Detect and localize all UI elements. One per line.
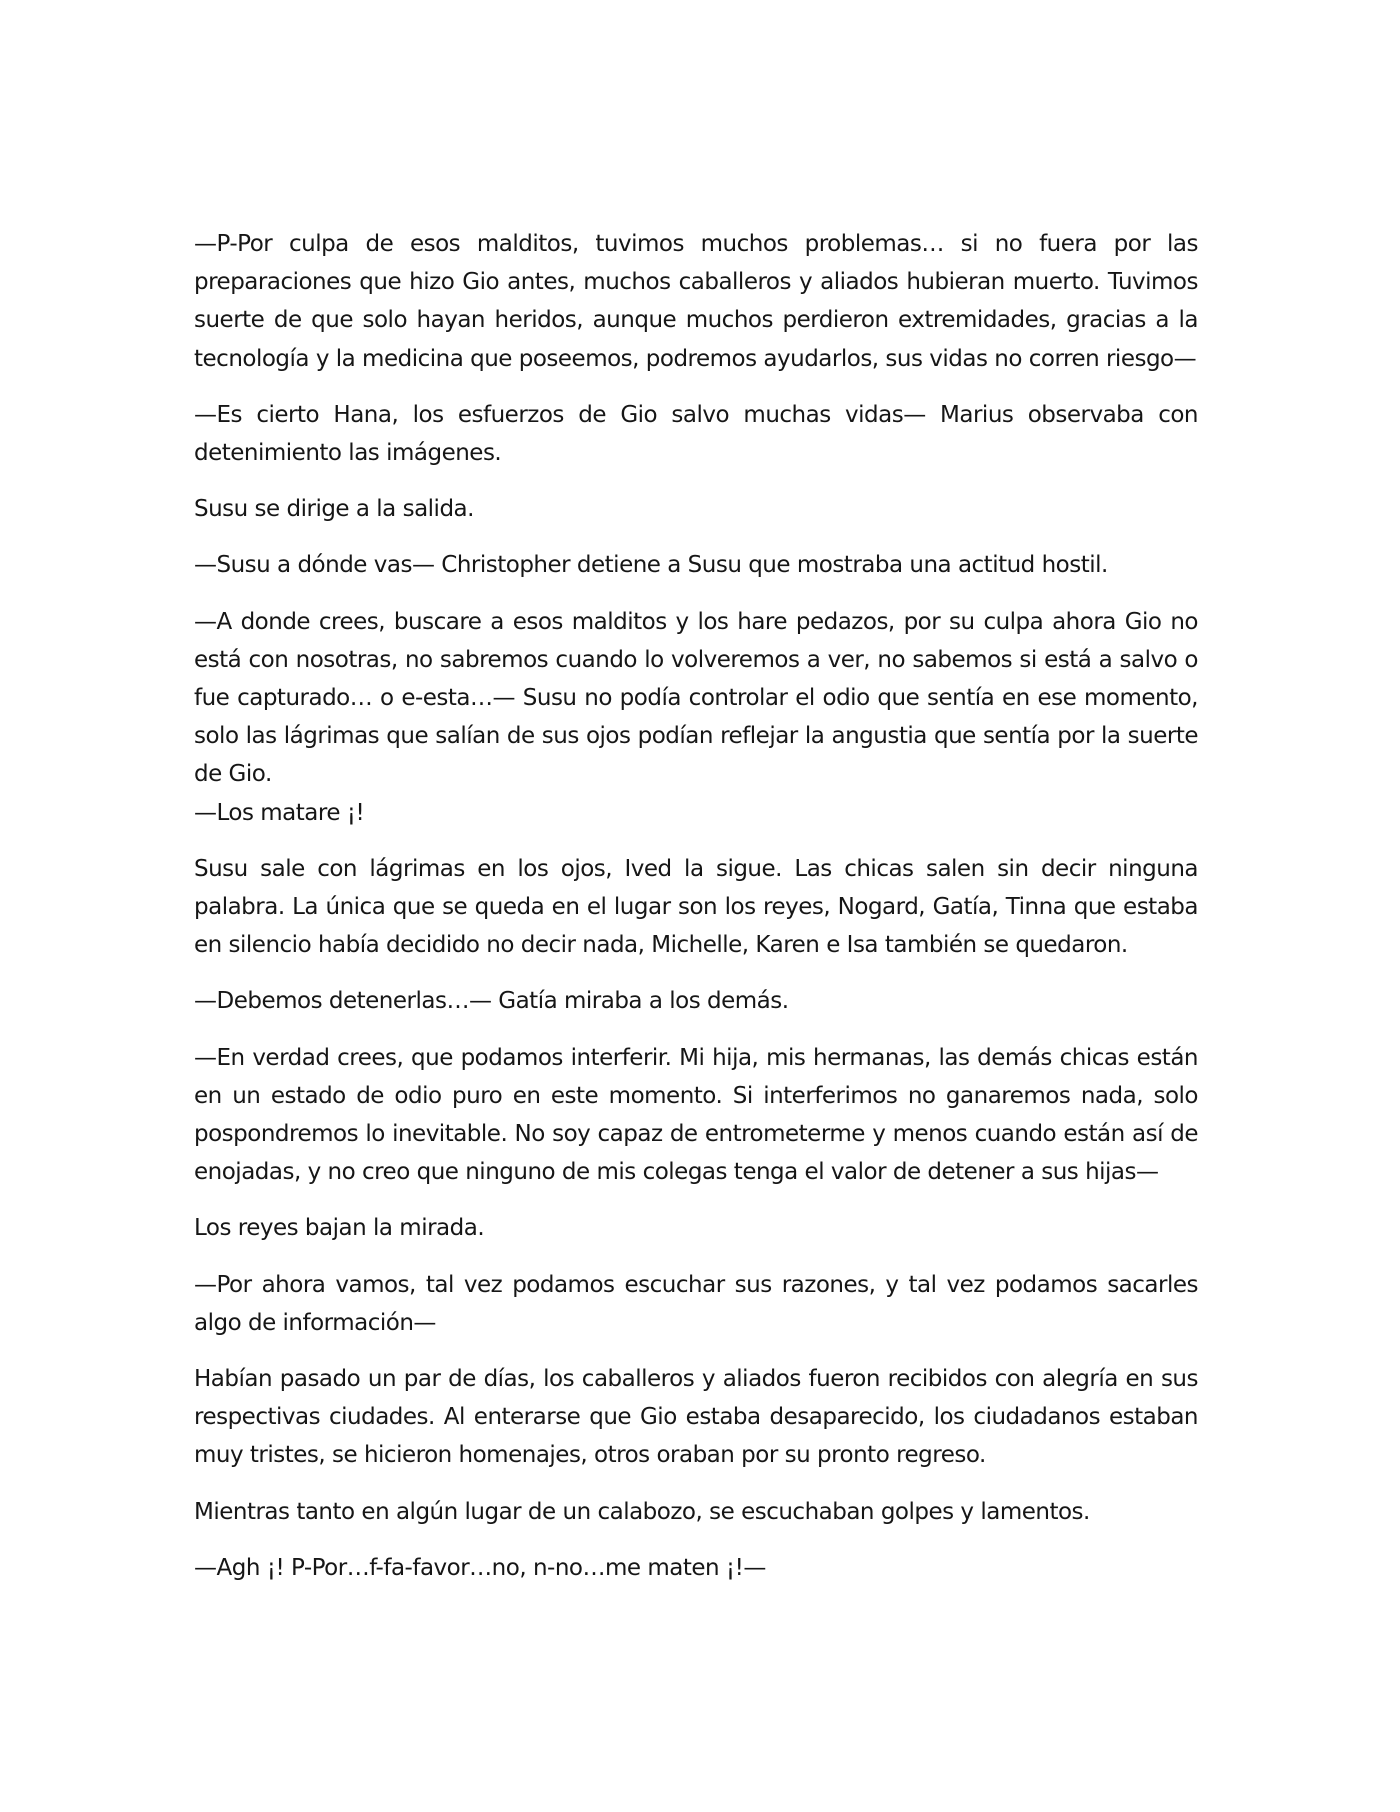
- paragraph-1: —P-Por culpa de esos malditos, tuvimos muchos problemas… si no fuera por las preparaciones que hizo Gio antes, muchos caballeros y aliados hubieran muerto. Tuvimos suerte de que solo hayan heridos, aunque muchos perdieron extremidades, gracias a la tecnología y la medicina que poseemos, podremos ayudarlos, sus vidas no corren riesgo—: [194, 231, 1198, 372]
- paragraph-6: —Los matare ¡!: [194, 799, 365, 826]
- paragraph-12: Habían pasado un par de días, los caballeros y aliados fueron recibidos con alegría en sus respectivas ciudades. Al enterarse que Gio estaba desaparecido, los ciudadanos estaban muy tristes, se hicieron homenajes, otros oraban por su pronto regreso.: [194, 1366, 1198, 1469]
- paragraph-8: —Debemos detenerlas…— Gatía miraba a los demás.: [194, 988, 789, 1015]
- paragraph-9: —En verdad crees, que podamos interferir. Mi hija, mis hermanas, las demás chicas están en un estado de odio puro en este momento. Si interferimos no ganaremos nada, solo pospondremos lo inevitable. No soy capaz de entrometerme y menos cuando están así de enojadas, y no creo que ninguno de mis colegas tenga el valor de detener a sus hijas—: [194, 1044, 1198, 1186]
- document-page: [194, 225, 1198, 1605]
- paragraph-11: —Por ahora vamos, tal vez podamos escuchar sus razones, y tal vez podamos sacarles algo de información—: [194, 1271, 1198, 1336]
- paragraph-4: —Susu a dónde vas— Christopher detiene a Susu que mostraba una actitud hostil.: [194, 552, 1108, 579]
- paragraph-14: —Agh ¡! P-Por…f-fa-favor…no, n-no…me maten ¡!—: [194, 1554, 766, 1581]
- paragraph-5: —A donde crees, buscare a esos malditos y los hare pedazos, por su culpa ahora Gio no está con nosotras, no sabremos cuando lo volveremos a ver, no sabemos si está a salvo o fue capturado… o e-esta…— Susu no podía controlar el odio que sentía en ese momento, solo las lágrimas que salían de sus ojos podían reflejar la angustia que sentía por la suerte de Gio.: [194, 608, 1198, 788]
- paragraph-2: —Es cierto Hana, los esfuerzos de Gio salvo muchas vidas— Marius observaba con detenimiento las imágenes.: [194, 401, 1198, 467]
- paragraph-3: Susu se dirige a la salida.: [194, 496, 474, 523]
- paragraph-13: Mientras tanto en algún lugar de un calabozo, se escuchaban golpes y lamentos.: [194, 1498, 1090, 1525]
- paragraph-7: Susu sale con lágrimas en los ojos, Ived la sigue. Las chicas salen sin decir ninguna palabra. La única que se queda en el lugar son los reyes, Nogard, Gatía, Tinna que estaba en silencio había decidido no decir nada, Michelle, Karen e Isa también se quedaron.: [194, 855, 1198, 959]
- paragraph-10: Los reyes bajan la mirada.: [194, 1215, 485, 1242]
